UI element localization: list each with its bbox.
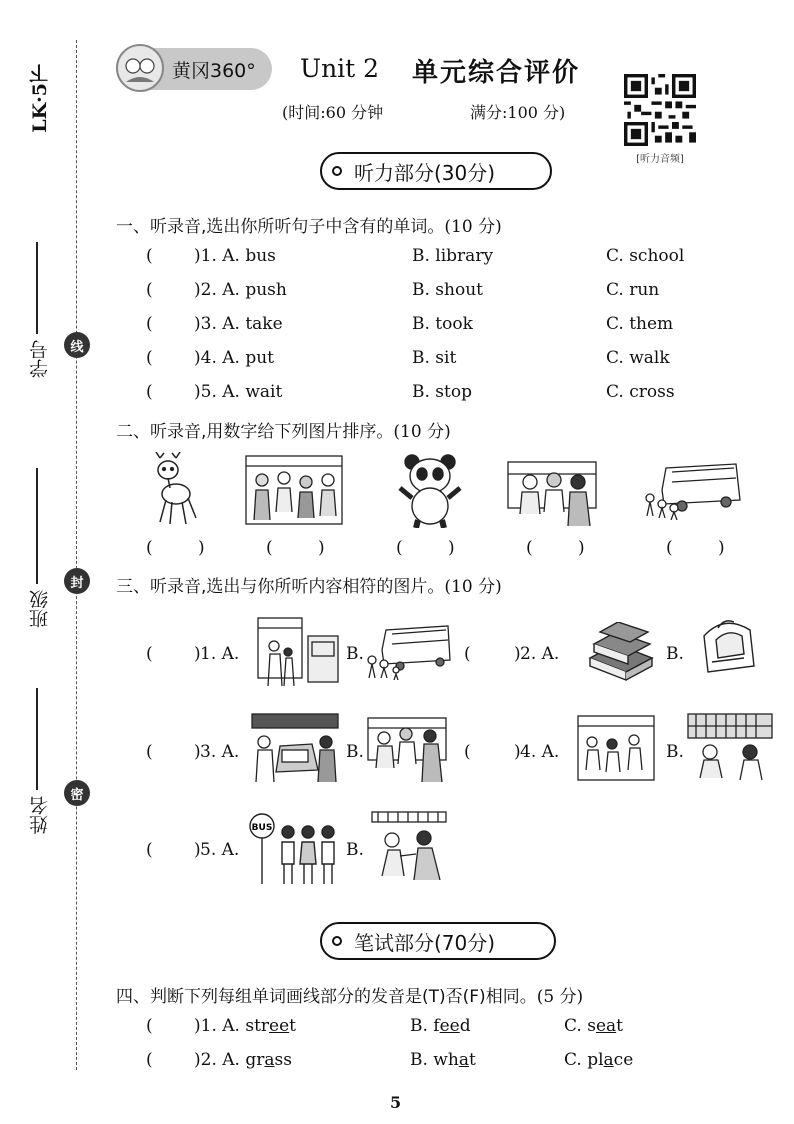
bus-passengers-picture [244,452,344,528]
circle-bullet-icon [332,166,342,176]
bus-sign-label: BUS [251,823,273,833]
class-label: 班级 [29,590,51,628]
answer-blank[interactable]: ( [146,1050,153,1070]
answer-blank[interactable]: ( [146,644,153,664]
q4-item-1-a: )1. A. street [194,1016,296,1036]
brand-logo-icon [116,44,164,92]
writing-section-label: 笔试部分(70分) [320,922,556,960]
answer-blank[interactable]: ( [526,538,533,558]
answer-blank[interactable]: ( [146,1016,153,1036]
unit-title: Unit 2 [300,54,380,83]
q1-title: 一、听录音,选出你所听句子中含有的单词。(10 分) [116,217,502,237]
q4-item-2-b: B. what [410,1050,476,1070]
answer-blank[interactable]: ( [146,246,153,266]
circle-bullet-icon [332,936,342,946]
q4-title: 四、判断下列每组单词画线部分的发音是(T)否(F)相同。(5 分) [116,987,584,1007]
car-people-picture [250,712,340,784]
name-label: 姓名 [29,796,51,834]
book-code: LK·5下 [29,64,51,133]
people-talking-picture [506,456,598,528]
answer-blank[interactable]: ( [464,742,471,762]
answer-blank[interactable]: ( [146,280,153,300]
name-blank [36,688,38,790]
q4-item-2-a: )2. A. grass [194,1050,292,1070]
children-bus-picture-b [366,624,452,680]
library-picture [686,712,774,782]
books-picture [586,622,656,682]
answer-blank[interactable]: ( [464,644,471,664]
answer-blank[interactable]: ( [266,538,273,558]
q3-title: 三、听录音,选出与你所听内容相符的图片。(10 分) [116,577,502,597]
qr-caption: [听力音频] [636,154,684,165]
listening-section-label: 听力部分(30分) [320,152,552,190]
student-id-label: 学号 [29,340,51,378]
bus-sign-picture [248,812,340,886]
answer-blank[interactable]: ( [146,382,153,402]
brand-name: 黄冈360° [172,60,256,82]
people-talking-picture-b [366,712,448,784]
answer-blank[interactable]: ( [146,840,153,860]
page-number: 5 [390,1093,402,1112]
q2-title: 二、听录音,用数字给下列图片排序。(10 分) [116,422,451,442]
q4-item-1-b: B. feed [410,1016,471,1036]
answer-blank[interactable]: ( [146,314,153,334]
page-title: 单元综合评价 [412,58,581,88]
class-blank [36,468,38,584]
children-bus-picture [642,460,742,520]
answer-blank[interactable]: ( [666,538,673,558]
passengers-seated-picture [576,714,656,782]
student-id-blank [36,242,38,334]
full-score: 满分:100 分) [470,103,566,122]
schoolbag-picture [694,614,760,676]
qr-code-icon[interactable] [624,74,696,146]
answer-blank[interactable]: ( [146,742,153,762]
q4-item-1-c: C. seat [564,1016,623,1036]
panda-picture [398,452,462,528]
time-limit: (时间:60 分钟 [282,103,384,122]
q4-item-2-c: C. place [564,1050,634,1070]
bus-stop-picture [256,616,340,690]
children-playing-picture [370,810,448,886]
seal-secret: 密 [64,780,90,806]
answer-blank[interactable]: ( [146,538,153,558]
answer-blank[interactable]: ( [396,538,403,558]
answer-blank[interactable]: ( [146,348,153,368]
deer-picture [146,452,202,528]
seal-line: 线 [64,332,90,358]
binding-dashed-line [76,40,77,1070]
seal-seal: 封 [64,568,90,594]
